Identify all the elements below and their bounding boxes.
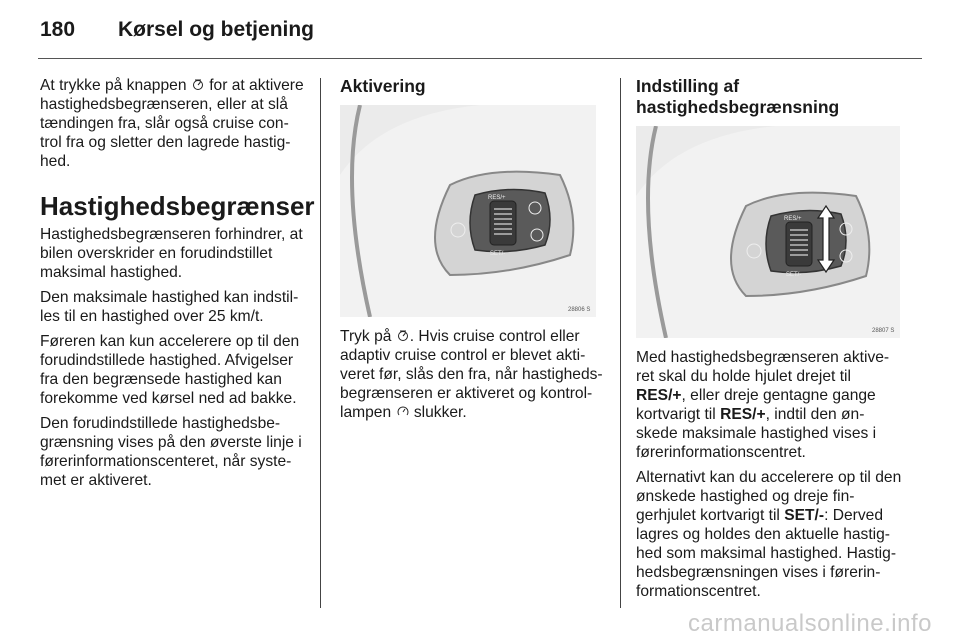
section-heading-speed-limiter: Hastighedsbegrænser	[40, 191, 315, 221]
cruise-icon	[396, 327, 410, 346]
setting-paragraph-2: Alternativt kan du accelerere op til den ønskede hastighed og dreje fin-gerhjulet kortvarigt til SET/-: Derved lagres og holdes den aktuelle hastig-hed som maksimal hastighed. Hastig-hedsbegrænsningen vises i førerin-formationscentret.	[636, 469, 902, 600]
header-rule	[38, 58, 922, 59]
column-divider	[620, 78, 621, 608]
column-divider	[320, 78, 321, 608]
column-3	[636, 76, 902, 607]
paragraph: Den maksimale hastighed kan indstil-les til en hastighed over 25 km/t.	[40, 289, 299, 325]
paragraph: Den forudindstillede hastighedsbe-grænsning vises på den øverste linje i førerinformationscenteret, når syste-met er aktiveret.	[40, 415, 302, 489]
watermark: carmanualsonline.info	[688, 610, 932, 637]
setting-paragraph-1: Med hastighedsbegrænseren aktive-ret skal du holde hjulet drejet til RES/+, eller dreje gentagne gange kortvarigt til RES/+, indtil den øn-skede maksimale hastighed vises i førerinformationscentret.	[636, 349, 890, 461]
set-label: SET/-	[786, 272, 802, 278]
activation-paragraph: Tryk på . Hvis cruise control eller adaptiv cruise control er blevet akti-veret før, slås den fra, når hastigheds-begrænseren er aktiveret og kontrol-lampen slukker.	[340, 328, 603, 421]
cruise-icon	[191, 76, 205, 95]
column-2	[340, 76, 604, 428]
figure-ref: 28807 S	[872, 328, 895, 334]
set-label: SET/-	[490, 251, 506, 257]
column-1	[40, 76, 315, 496]
page-header	[40, 18, 314, 42]
running-head: Kørsel og betjening	[118, 18, 315, 41]
steering-wheel-illustration	[340, 105, 596, 317]
page-number: 180	[40, 18, 76, 41]
intro-paragraph: At trykke på knappen for at aktivere hastighedsbegrænseren, eller at slå tændingen fra, slår også cruise con-trol fra og sletter den lagrede hastig-hed.	[40, 77, 304, 170]
res-label: RES/+	[784, 216, 802, 222]
paragraph: Føreren kan kun accelerere op til den forudindstillede hastighed. Afvigelser fra den begrænsede hastighed kan forekomme ved kørsel ned ad bakke.	[40, 333, 300, 407]
figure-ref: 28806 S	[568, 307, 591, 313]
limiter-lamp-icon	[396, 403, 410, 422]
paragraph: Hastighedsbegrænseren forhindrer, at bilen overskrider en forudindstillet maksimal hastighed.	[40, 226, 303, 281]
steering-wheel-illustration-arrow	[636, 126, 900, 338]
section-heading-activation: Aktivering	[340, 76, 426, 96]
res-label: RES/+	[488, 195, 506, 201]
section-heading-setting-limit: Indstilling af hastighedsbegrænsning	[636, 76, 840, 117]
